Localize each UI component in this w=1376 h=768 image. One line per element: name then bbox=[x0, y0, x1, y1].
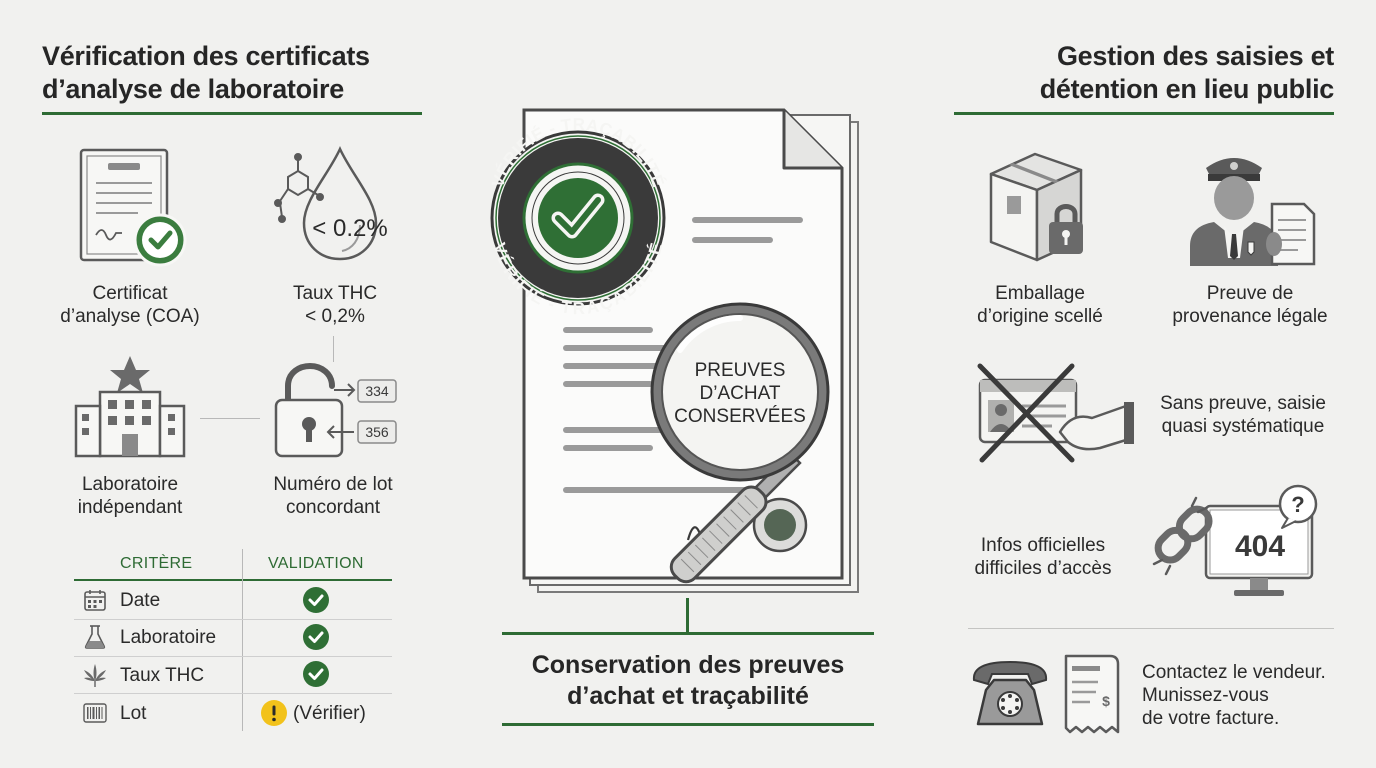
criterion-label: Taux THC bbox=[120, 665, 205, 686]
item-label-official-info: Infos officielles difficiles d’accès bbox=[974, 535, 1112, 579]
criterion-label: Date bbox=[120, 590, 161, 611]
validation-note: (Vérifier) bbox=[293, 703, 366, 724]
center-connector-line bbox=[686, 598, 689, 634]
calendar-icon bbox=[84, 589, 106, 611]
cannabis-leaf-icon bbox=[82, 662, 108, 688]
receipt-icon bbox=[1060, 654, 1124, 734]
item-label-coa: Certificat d’analyse (COA) bbox=[60, 283, 200, 327]
contact-advice: Contactez le vendeur. Munissez-vous de votre facture. bbox=[1142, 662, 1326, 729]
item-label-lab: Laboratoire indépendant bbox=[77, 474, 183, 518]
left-title-rule bbox=[42, 112, 422, 115]
barcode-icon bbox=[83, 703, 107, 723]
certificate-icon bbox=[78, 147, 190, 269]
item-label-seizure-warning: Sans preuve, saisie quasi systématique bbox=[1160, 393, 1326, 437]
error-404-text: 404 bbox=[1234, 530, 1286, 563]
check-icon bbox=[303, 624, 329, 650]
connector-vertical bbox=[333, 336, 334, 362]
thc-icon-value: < 0.2% bbox=[312, 215, 388, 242]
magnifier-text-line3: CONSERVÉES bbox=[674, 406, 806, 427]
laboratory-building-icon bbox=[72, 354, 188, 458]
table-row-divider bbox=[74, 693, 392, 694]
right-section-title: Gestion des saisies et détention en lieu public bbox=[1039, 41, 1334, 104]
flask-icon bbox=[84, 625, 106, 649]
police-officer-icon bbox=[1186, 146, 1326, 270]
center-caption: Conservation des preuves d’achat et traçabilité bbox=[531, 651, 845, 710]
check-icon bbox=[303, 587, 329, 613]
right-separator bbox=[968, 628, 1334, 629]
stamp-text-top: VÉRIFIÉ - TRAÇABILITÉ bbox=[488, 114, 668, 190]
center-caption-rule-top bbox=[502, 632, 874, 635]
dollar-sign-icon: $ bbox=[1102, 693, 1110, 709]
item-label-legal-provenance: Preuve de provenance légale bbox=[1172, 283, 1328, 327]
table-row-divider bbox=[74, 656, 392, 657]
table-header-criterion: CRITÈRE bbox=[120, 555, 193, 572]
lot-number-a: 334 bbox=[365, 383, 389, 399]
magnifier-text-line1: PREUVES bbox=[694, 360, 786, 381]
document-illustration bbox=[470, 100, 950, 620]
criterion-label: Laboratoire bbox=[120, 627, 217, 648]
table-row-divider bbox=[74, 619, 392, 620]
left-section-title: Vérification des certificats d’analyse de laboratoire bbox=[42, 41, 370, 104]
table-header-rule bbox=[74, 579, 392, 581]
table-column-divider bbox=[242, 549, 243, 731]
broken-link-404-icon bbox=[1150, 484, 1320, 604]
stamp-text-bottom: VÉRIFIÉ - TRAÇABILITÉ bbox=[489, 240, 667, 319]
table-header-validation: VALIDATION bbox=[268, 555, 364, 572]
sealed-box-icon bbox=[985, 148, 1101, 270]
thc-drop-icon bbox=[268, 145, 398, 265]
criterion-label: Lot bbox=[120, 703, 147, 724]
item-label-lot: Numéro de lot concordant bbox=[273, 474, 393, 518]
magnifier-text-line2: D’ACHAT bbox=[699, 383, 781, 404]
telephone-icon bbox=[968, 654, 1052, 730]
crossed-id-card-icon bbox=[976, 362, 1136, 464]
check-icon bbox=[303, 661, 329, 687]
connector-horizontal bbox=[200, 418, 260, 419]
item-label-sealed-package: Emballage d’origine scellé bbox=[977, 283, 1103, 327]
lot-number-b: 356 bbox=[365, 424, 389, 440]
item-label-thc: Taux THC < 0,2% bbox=[292, 283, 378, 327]
question-mark-icon: ? bbox=[1291, 492, 1305, 517]
lot-padlock-icon bbox=[272, 364, 402, 460]
right-title-rule bbox=[954, 112, 1334, 115]
warning-icon bbox=[261, 700, 287, 726]
center-caption-rule-bottom bbox=[502, 723, 874, 726]
